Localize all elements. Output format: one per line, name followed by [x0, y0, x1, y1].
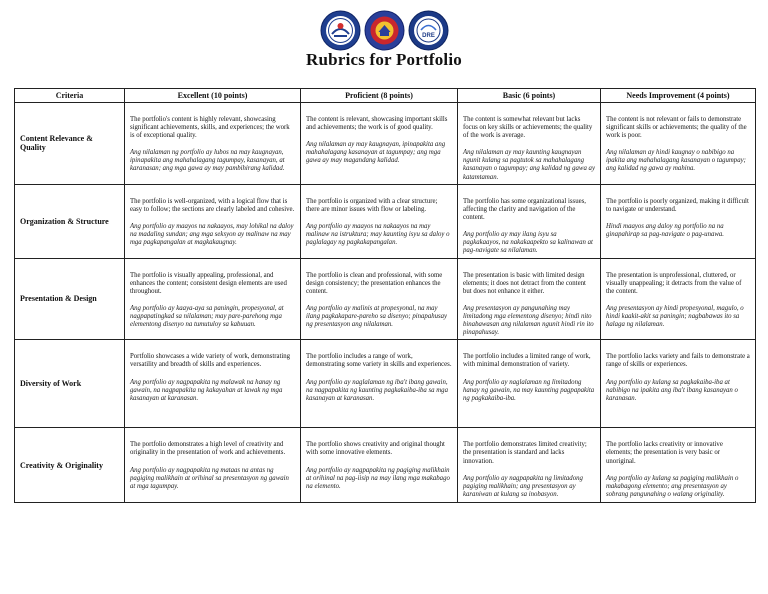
cell-english-text: The presentation is basic with limited design elements; it does not detract from the content but does not enhance it either. — [463, 271, 586, 295]
cell-filipino-text: Ang presentasyon ay hindi propesyonal, magulo, o hindi kaakit-akit sa paningin; nagbabawas ito sa halaga ng nilalaman. — [606, 304, 744, 329]
cell-english-text: The portfolio is poorly organized, making it difficult to navigate or understand. — [606, 197, 749, 213]
svg-text:DRE: DRE — [421, 32, 435, 39]
cell-english-text: The portfolio shows creativity and original thought with some innovative elements. — [306, 441, 445, 457]
cell-filipino-text: Ang nilalaman ay may kaunting kaugnayan ngunit kulang sa pagtutok sa mahahalagang kasanayan o tagumpay; ang kalidad ng gawa ay katamtaman. — [463, 149, 595, 181]
cell-filipino-text: Ang portfolio ay kaaya-aya sa paningin, propesyonal, at nagpapatingkad sa nilalaman; may pare-parehong mga elementong disenyo na tumutuloy sa kabuuan. — [130, 304, 284, 329]
criteria-cell: Diversity of Work — [15, 340, 125, 428]
cell-english-text: The portfolio includes a limited range of work, with minimal demonstration of variety. — [463, 353, 591, 369]
cell-english-text: The portfolio's content is highly relevant, showcasing significant achievements, skills, and experiences; the work is of exceptional quality. — [130, 116, 290, 140]
header-row — [15, 89, 756, 103]
rubric-table — [14, 88, 756, 503]
rubric-cell — [125, 340, 301, 428]
table-row — [15, 428, 756, 503]
rubric-cell — [301, 184, 458, 258]
rubric-cell — [601, 340, 756, 428]
rubric-cell — [125, 428, 301, 503]
rubric-cell — [601, 428, 756, 503]
cell-filipino-text: Ang portfolio ay nagpapakita ng malawak na hanay ng gawain, na nagpapakita ng kakayahan at lawak ng mga kasanayan at karanasan. — [130, 378, 283, 402]
cell-filipino-text: Hindi maayos ang daloy ng portfolio na na ginapahirap sa pag-navigate o pag-unawa. — [606, 222, 724, 238]
rubric-cell — [458, 428, 601, 503]
criteria-cell: Content Relevance & Quality — [15, 103, 125, 185]
rubric-cell — [125, 258, 301, 340]
cell-english-text: The presentation is unprofessional, cluttered, or visually unappealing; it detracts from the value of the content. — [606, 271, 742, 295]
rubric-cell — [458, 184, 601, 258]
table-row — [15, 258, 756, 340]
header-needs-improvement: Needs Improvement (4 points) — [601, 89, 756, 103]
rubric-cell — [458, 340, 601, 428]
cell-english-text: The portfolio is clean and professional, with some design consistency; the presentation enhances the content. — [306, 271, 443, 295]
cell-filipino-text: Ang portfolio ay nagpapakita ng limitadong pagiging malikhain; ang presentasyon ay karaniwan at kulang sa inobasyon. — [463, 474, 583, 498]
cell-english-text: The content is relevant, showcasing important skills and achievements; the work is of good quality. — [306, 116, 448, 132]
cell-filipino-text: Ang portfolio ay malinis at propesyonal, na may ilang pagkakapare-pareho sa disenyo; pinapahusay ng presentasyon ang nilalaman. — [306, 304, 448, 329]
logo-row — [0, 7, 768, 53]
rubric-cell — [601, 258, 756, 340]
cell-english-text: The portfolio lacks creativity or innovative elements; the presentation is very basic or unoriginal. — [606, 441, 723, 465]
cell-english-text: The portfolio demonstrates a high level of creativity and originality in the presentation of work and achievements. — [130, 441, 286, 457]
cell-english-text: The portfolio is well-organized, with a logical flow that is easy to follow; the sections are clearly labeled and cohesive. — [130, 197, 295, 213]
cell-filipino-text: Ang portfolio ay kulang sa pagkakaiba-iba at nabibigo na ipakita ang iba't ibang kasanayan o karanasan. — [606, 378, 738, 402]
cell-english-text: The content is not relevant or fails to demonstrate significant skills or achievements; the quality of the work is poor. — [606, 116, 747, 140]
rubric-cell — [301, 428, 458, 503]
cell-filipino-text: Ang nilalaman ng portfolio ay lubos na may kaugnayan, ipinapakita ang mahahalagang tagumpay, kasanayan, at karanasan; ang mga gawa ay may pambihirang kalidad. — [130, 149, 285, 173]
header-basic: Basic (6 points) — [458, 89, 601, 103]
rubric-cell — [301, 340, 458, 428]
cell-filipino-text: Ang portfolio ay naglalaman ng limitadong hanay ng gawain, na may kaunting pagpapakita ng pagkakaiba-iba. — [463, 378, 595, 402]
rubric-cell — [301, 103, 458, 185]
criteria-cell: Presentation & Design — [15, 258, 125, 340]
cell-english-text: Portfolio showcases a wide variety of work, demonstrating versatility and breadth of skills and experiences. — [130, 353, 291, 369]
rubric-cell — [301, 258, 458, 340]
criteria-cell: Organization & Structure — [15, 184, 125, 258]
cell-english-text: The portfolio lacks variety and fails to demonstrate a range of skills or experiences. — [606, 353, 750, 369]
cell-english-text: The portfolio demonstrates limited creativity; the presentation is standard and lacks innovation. — [463, 441, 587, 465]
criteria-cell: Creativity & Originality — [15, 428, 125, 503]
rubric-cell — [125, 184, 301, 258]
rubric-cell — [601, 103, 756, 185]
rubric-cell — [125, 103, 301, 185]
cell-english-text: The portfolio has some organizational issues, affecting the clarity and navigation of the content. — [463, 197, 586, 221]
page-title: Rubrics for Portfolio — [306, 50, 462, 69]
table-row — [15, 103, 756, 185]
division-seal-icon — [408, 10, 449, 51]
school-seal-icon — [364, 10, 405, 51]
cell-english-text: The portfolio includes a range of work, demonstrating some variety in skills and experiences. — [306, 353, 452, 369]
table-row — [15, 340, 756, 428]
cell-filipino-text: Ang portfolio ay maayos na nakaayos, may lohikal na daloy na madaling sundan; ang mga seksyon ay malinaw na may mga pagkapangalan at magkakaugnay. — [130, 222, 294, 247]
cell-filipino-text: Ang portfolio ay may ilang isyu sa pagkakaayos, na nakakaapekto sa kalinawan at pag-navigate sa nilalaman. — [463, 230, 593, 255]
cell-filipino-text: Ang portfolio ay nagpapakita ng mataas na antas ng pagiging malikhain at orihinal sa presentasyon ng gawain at mga tagumpay. — [130, 466, 289, 490]
deped-seal-icon — [320, 10, 361, 51]
cell-english-text: The portfolio is visually appealing, professional, and enhances the content; consistent design elements are used throughout. — [130, 271, 287, 295]
cell-english-text: The content is somewhat relevant but lacks focus on key skills or achievements; the quality of the work is average. — [463, 116, 593, 140]
cell-filipino-text: Ang portfolio ay nagpapakita ng pagiging malikhain at orihinal na pag-iisip na may ilang mga makabago na elemento. — [306, 466, 450, 490]
table-row — [15, 184, 756, 258]
cell-filipino-text: Ang nilalaman ay may kaugnayan, ipinapakita ang mahahalagang kasanayan at tagumpay; ang mga gawa ay may magandang kalidad. — [306, 141, 446, 165]
header-proficient: Proficient (8 points) — [301, 89, 458, 103]
header-criteria: Criteria — [15, 89, 125, 103]
cell-filipino-text: Ang nilalaman ay hindi kaugnay o nabibigo na ipakita ang mahahalagang kasanayan o tagumpay; ang kalidad ng gawa ay mahina. — [606, 149, 746, 173]
header-excellent: Excellent (10 points) — [125, 89, 301, 103]
cell-filipino-text: Ang presentasyon ay pangunahing may limitadong mga elementong disenyo; hindi nito binabawasan ang nilalaman ngunit hindi rin ito pinapahusay. — [463, 304, 594, 337]
rubric-cell — [458, 103, 601, 185]
rubric-cell — [458, 258, 601, 340]
cell-filipino-text: Ang portfolio ay maayos na nakaayos na may malinaw na istruktura; may kaunting isyu sa daloy o paglalagay ng pagkakapangalan. — [306, 222, 450, 247]
cell-english-text: The portfolio is organized with a clear structure; there are minor issues with flow or labeling. — [306, 197, 438, 213]
cell-filipino-text: Ang portfolio ay kulang sa pagiging malikhain o makabagong elemento; ang presentasyon ay sobrang pangunahing o walang originality. — [606, 474, 739, 498]
cell-filipino-text: Ang portfolio ay naglalaman ng iba't ibang gawain, na nagpapakita ng kaunting pagkakaiba-iba sa mga kasanayan at karanasan. — [306, 378, 448, 402]
rubric-cell — [601, 184, 756, 258]
